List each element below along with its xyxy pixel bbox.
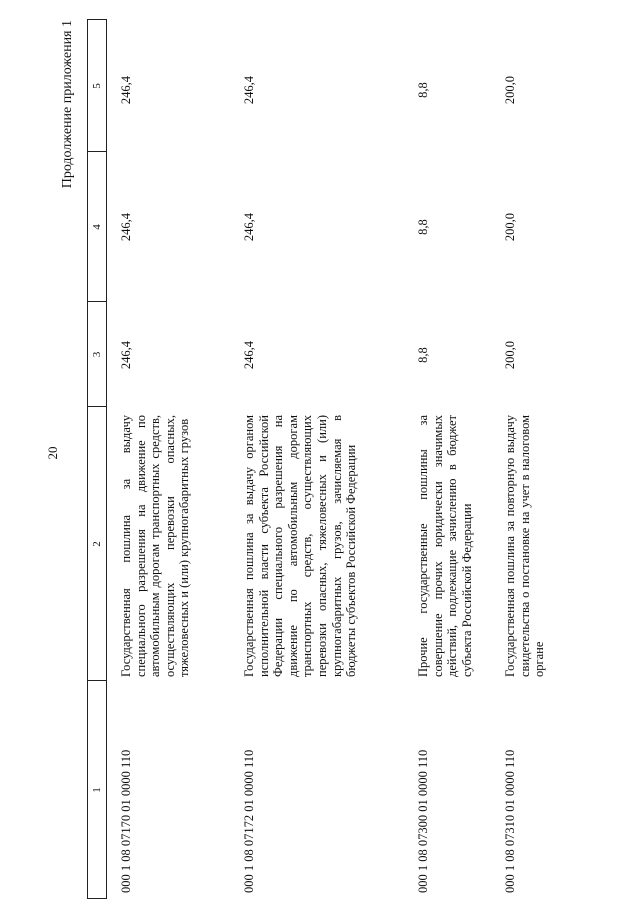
row-value-col5: 200,0 (503, 75, 517, 105)
row-value-col4: 246,4 (119, 212, 133, 242)
row-name: Государственная пошлина за выдачу специального разрешения на движение по автомобильным дорогам транспортных средств, осуществляющих перевозки опасных, тяжеловесных и (или) крупногабаритных грузов (119, 415, 192, 677)
row-value-col4: 200,0 (503, 212, 517, 242)
row-value-col3: 8,8 (416, 347, 430, 363)
row-name: Государственная пошлина за выдачу органом исполнительной власти субъекта Российской Федерации специального разрешения на движение по автомобильным дорогам транспортных средств, осуществляющих перевозки опасных, тяжеловесных и (или) крупногабаритных грузов, зачисляемая в бюджеты субъектов Российской Федерации (242, 415, 359, 677)
row-name: Прочие государственные пошлины за совершение прочих юридически значимых действий, подлежащие зачислению в бюджет субъекта Российской Федерации (416, 415, 474, 677)
row-code: 000 1 08 07172 01 0000 110 (242, 749, 256, 893)
row-value-col4: 246,4 (242, 212, 256, 242)
page-number: 20 (45, 446, 60, 460)
row-value-col5: 246,4 (119, 75, 133, 105)
column-header-1: 1 (91, 787, 103, 793)
column-header-5: 5 (91, 83, 103, 89)
column-header-4: 4 (91, 224, 103, 230)
column-header-2: 2 (91, 541, 103, 547)
row-code: 000 1 08 07310 01 0000 110 (503, 749, 517, 893)
continuation-caption: Продолжение приложения 1 (60, 20, 75, 189)
row-code: 000 1 08 07170 01 0000 110 (119, 749, 133, 893)
column-header-3: 3 (91, 351, 103, 358)
row-value-col3: 246,4 (119, 340, 133, 370)
row-value-col3: 200,0 (503, 340, 517, 370)
row-value-col3: 246,4 (242, 340, 256, 370)
row-value-col5: 8,8 (416, 82, 430, 98)
row-value-col5: 246,4 (242, 75, 256, 105)
row-name: Государственная пошлина за повторную выдачу свидетельства о постановке на учет в налоговом органе (503, 415, 547, 677)
row-code: 000 1 08 07300 01 0000 110 (416, 749, 430, 893)
row-value-col4: 8,8 (416, 219, 430, 235)
